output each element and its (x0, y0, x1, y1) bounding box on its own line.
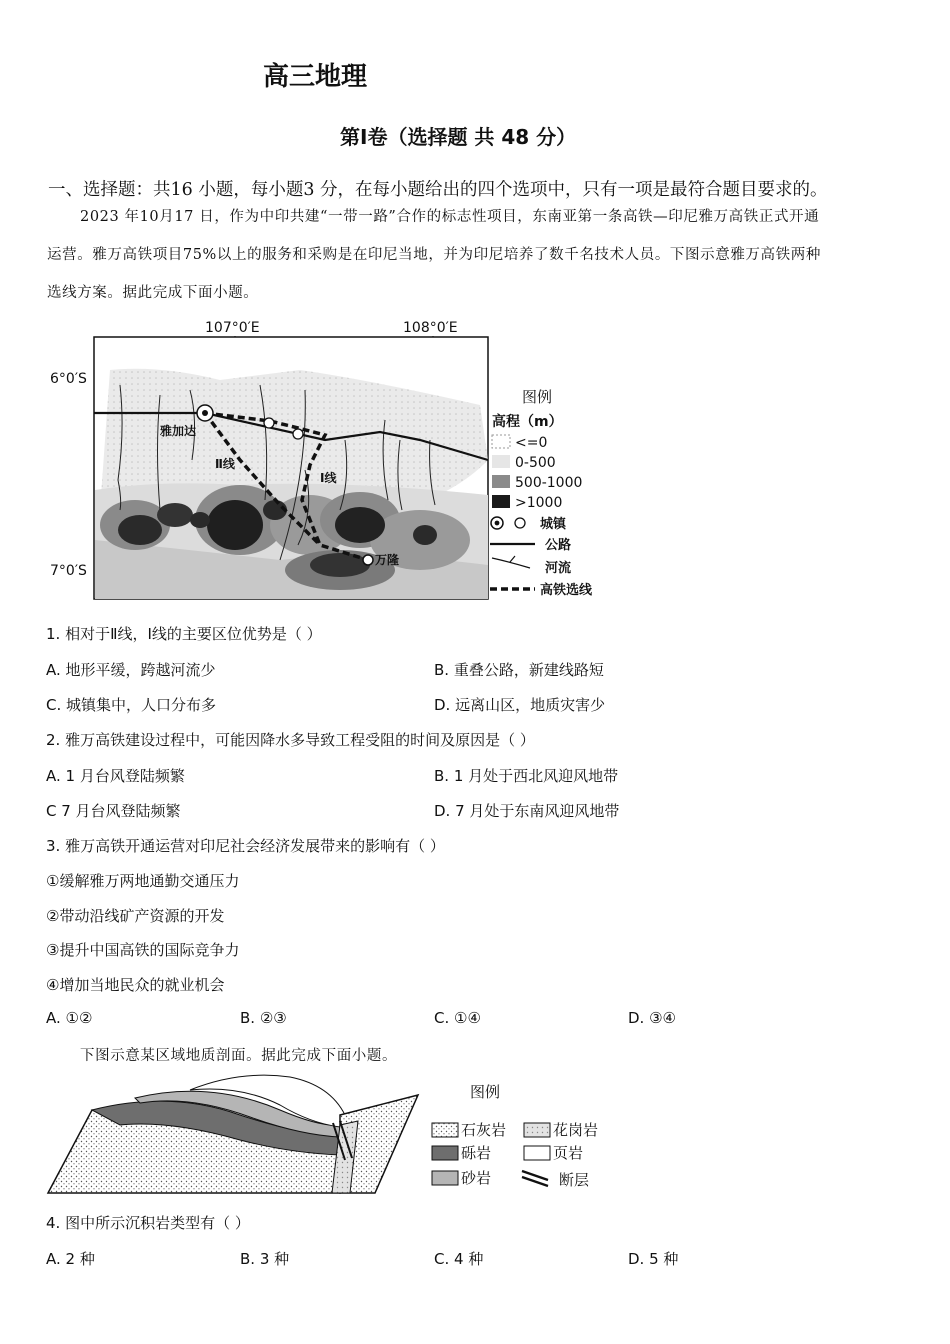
geo-swatch-shale (524, 1146, 550, 1160)
q3-option-c[interactable]: C. ①④ (434, 1009, 481, 1027)
q3-stem: 3. 雅万高铁开通运营对印尼社会经济发展带来的影响有（ ） (46, 837, 445, 855)
rail-route-map (40, 310, 640, 610)
town-1 (264, 418, 274, 428)
geologic-section (40, 1065, 640, 1200)
q3-item-1: ①缓解雅万两地通勤交通压力 (46, 872, 240, 890)
legend-e2: 500-1000 (515, 475, 583, 491)
q3-option-a[interactable]: A. ①② (46, 1009, 93, 1027)
line-II-label: Ⅱ线 (215, 457, 235, 471)
q4-stem: 4. 图中所示沉积岩类型有（ ） (46, 1214, 250, 1232)
lon-label-108: 108°0′E (403, 320, 458, 336)
geo-swatch-granite (524, 1123, 550, 1137)
q1-option-c[interactable]: C. 城镇集中，人口分布多 (46, 696, 217, 714)
geo-legend-title: 图例 (470, 1083, 501, 1101)
legend-swatch-e1 (492, 455, 510, 468)
q3-option-b[interactable]: B. ②③ (240, 1009, 287, 1027)
geo-fault: 断层 (559, 1171, 590, 1189)
intro1-line1: 2023 年10月17 日，作为中印共建“一带一路”合作的标志性项目，东南亚第一条高铁—印尼雅万高铁正式开通 (80, 209, 820, 225)
legend-town-icon (515, 518, 525, 528)
city-jakarta-dot (202, 410, 208, 416)
geo-granite: 花岗岩 (553, 1121, 599, 1139)
intro1-line3: 选线方案。据此完成下面小题。 (47, 285, 259, 301)
legend-road: 公路 (545, 538, 572, 553)
map-legend (490, 388, 593, 598)
city-bandung-label: 万隆 (375, 553, 400, 567)
q3-item-4: ④增加当地民众的就业机会 (46, 976, 225, 994)
legend-elev-title: 高程（m） (492, 414, 563, 430)
q2-option-a[interactable]: A. 1 月台风登陆频繁 (46, 767, 185, 785)
q1-option-a[interactable]: A. 地形平缓，跨越河流少 (46, 661, 216, 679)
legend-swatch-e3 (492, 495, 510, 508)
legend-town: 城镇 (540, 517, 567, 532)
fault-legend-icon (522, 1171, 548, 1186)
city-bandung (363, 555, 373, 565)
page-title: 高三地理 (263, 62, 368, 92)
legend-e1: 0-500 (515, 455, 556, 471)
legend-river-icon (492, 556, 530, 568)
line-I-label: Ⅰ线 (320, 471, 337, 485)
legend-swatch-e0 (492, 435, 510, 448)
legend-swatch-e2 (492, 475, 510, 488)
legend-river: 河流 (545, 561, 572, 576)
geo-conglomerate: 砾岩 (461, 1144, 492, 1162)
q2-option-d[interactable]: D. 7 月处于东南风迎风地带 (434, 802, 620, 820)
lat-label-7: 7°0′S (50, 563, 87, 579)
terrain-shading (95, 369, 488, 599)
geo-shale: 页岩 (553, 1144, 584, 1162)
town-2 (293, 429, 303, 439)
q1-option-b[interactable]: B. 重叠公路，新建线路短 (434, 661, 604, 679)
q1-option-d[interactable]: D. 远离山区，地质灾害少 (434, 696, 606, 714)
q2-option-c[interactable]: C 7 月台风登陆频繁 (46, 802, 181, 820)
section-instruction: 一、选择题：共16 小题，每小题3 分，在每小题给出的四个选项中，只有一项是最符合题目要求的。 (48, 180, 828, 200)
legend-e0: <=0 (515, 435, 548, 451)
geo-swatch-limestone (432, 1123, 458, 1137)
q4-option-a[interactable]: A. 2 种 (46, 1250, 95, 1268)
q4-option-c[interactable]: C. 4 种 (434, 1250, 484, 1268)
intro1-line2: 运营。雅万高铁项目75%以上的服务和采购是在印尼当地，并为印尼培养了数千名技术人员。下图示意雅万高铁两种 (47, 247, 821, 263)
geo-limestone: 石灰岩 (461, 1121, 507, 1139)
section-subtitle: 第Ⅰ卷（选择题 共 48 分） (340, 125, 577, 149)
lat-label-6: 6°0′S (50, 371, 87, 387)
q2-stem: 2. 雅万高铁建设过程中，可能因降水多导致工程受阻的时间及原因是（ ） (46, 731, 535, 749)
q3-option-d[interactable]: D. ③④ (628, 1009, 676, 1027)
q3-item-2: ②带动沿线矿产资源的开发 (46, 907, 225, 925)
geo-sandstone: 砂岩 (461, 1169, 492, 1187)
q3-item-3: ③提升中国高铁的国际竞争力 (46, 941, 240, 959)
legend-e3: >1000 (515, 495, 563, 511)
q1-stem: 1. 相对于Ⅱ线，Ⅰ线的主要区位优势是（ ） (46, 625, 322, 643)
legend-hsr: 高铁选线 (540, 583, 593, 598)
q4-option-b[interactable]: B. 3 种 (240, 1250, 290, 1268)
intro2: 下图示意某区域地质剖面。据此完成下面小题。 (80, 1048, 398, 1064)
city-jakarta-label: 雅加达 (160, 424, 197, 438)
geo-swatch-conglomerate (432, 1146, 458, 1160)
lon-label-107: 107°0′E (205, 320, 260, 336)
geo-swatch-sandstone (432, 1171, 458, 1185)
q2-option-b[interactable]: B. 1 月处于西北风迎风地带 (434, 767, 619, 785)
q4-option-d[interactable]: D. 5 种 (628, 1250, 679, 1268)
map-legend-title: 图例 (522, 388, 553, 406)
